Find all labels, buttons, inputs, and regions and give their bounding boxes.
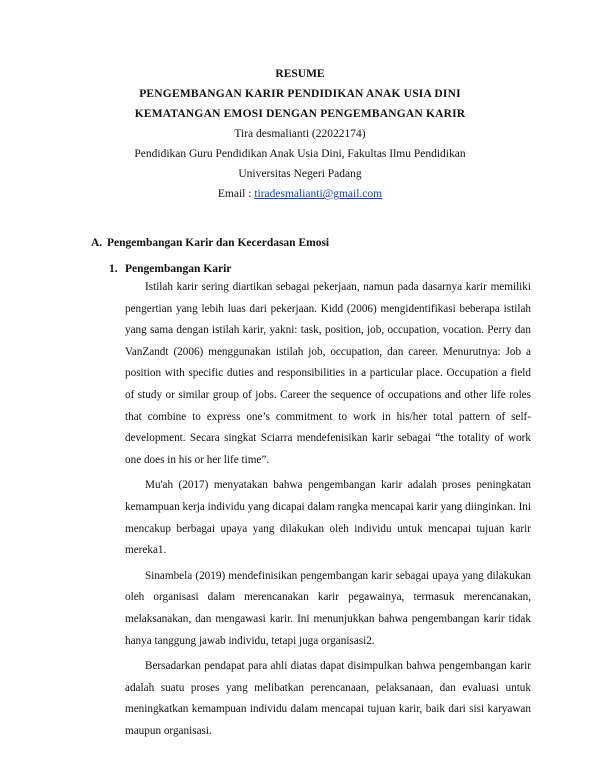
resume-label: RESUME xyxy=(275,68,325,80)
subsection-number: 1. xyxy=(109,263,118,275)
paragraph: Istilah karir sering diartikan sebagai pekerjaan, namun pada dasarnya karir memiliki pengertian yang lebih luas dari pekerjaan. Kidd (2006) mengidentifikasi beberapa istilah yang sama dengan istilah karir, yakni: task, position, job, occupation, vocation. Perry dan VanZandt (2006) menggunakan istilah job, occupation, dan career. Menurutnya: Job a position with specific duties and responsibilities in a particular place. Occupation a field of study or similar group of jobs. Career the sequence of occupations and other life roles that combine to express one’s commitment to work in his/her total pattern of self- development. Secara singkat Sciarra mendefenisikan karir sebagai “the totality of work one does in his or her life time”. xyxy=(125,281,531,466)
title-line-1: PENGEMBANGAN KARIR PENDIDIKAN ANAK USIA DINI xyxy=(139,88,461,100)
title-line-2: KEMATANGAN EMOSI DENGAN PENGEMBANGAN KARIR xyxy=(134,108,466,120)
email-link[interactable]: tiradesmalianti@gmail.com xyxy=(254,188,383,200)
paragraph: Mu'ah (2017) menyatakan bahwa pengembangan karir adalah proses peningkatan kemampuan kerja individu yang dicapai dalam rangka mencapai karir yang diinginkan. Ini mencakup berbagai upaya yang dilakukan oleh individu untuk mencapai tujuan karir mereka1. xyxy=(125,479,531,557)
section-title: Pengembangan Karir dan Kecerdasan Emosi xyxy=(107,237,330,249)
body-text xyxy=(125,277,531,746)
section-heading xyxy=(91,237,329,249)
affiliation: Pendidikan Guru Pendidikan Anak Usia Dini, Fakultas Ilmu Pendidikan xyxy=(134,148,466,160)
email-line xyxy=(0,184,600,204)
author-name: Tira desmalianti (22022174) xyxy=(234,128,366,140)
subsection-heading xyxy=(109,263,231,275)
section-number: A. xyxy=(91,237,103,249)
university: Universitas Negeri Padang xyxy=(238,168,362,180)
email-label: Email : xyxy=(217,188,255,200)
paragraph: Bersadarkan pendapat para ahli diatas dapat disimpulkan bahwa pengembangan karir adalah suatu proses yang melibatkan perencanaan, pelaksanaan, dan evaluasi untuk meningkatkan kemampuan individu dalam mencapai tujuan karir, baik dari sisi karyawan maupun organisasi. xyxy=(125,660,531,737)
subsection-title: Pengembangan Karir xyxy=(125,263,232,275)
paragraph: Sinambela (2019) mendefinisikan pengembangan karir sebagai upaya yang dilakukan oleh organisasi dalam merencanakan karir pegawainya, termasuk merencanakan, melaksanakan, dan mengawasi karir. Ini menunjukkan bahwa pengembangan karir tidak hanya tanggung jawab individu, tetapi juga organisasi2. xyxy=(125,569,531,647)
document-header xyxy=(0,64,600,204)
